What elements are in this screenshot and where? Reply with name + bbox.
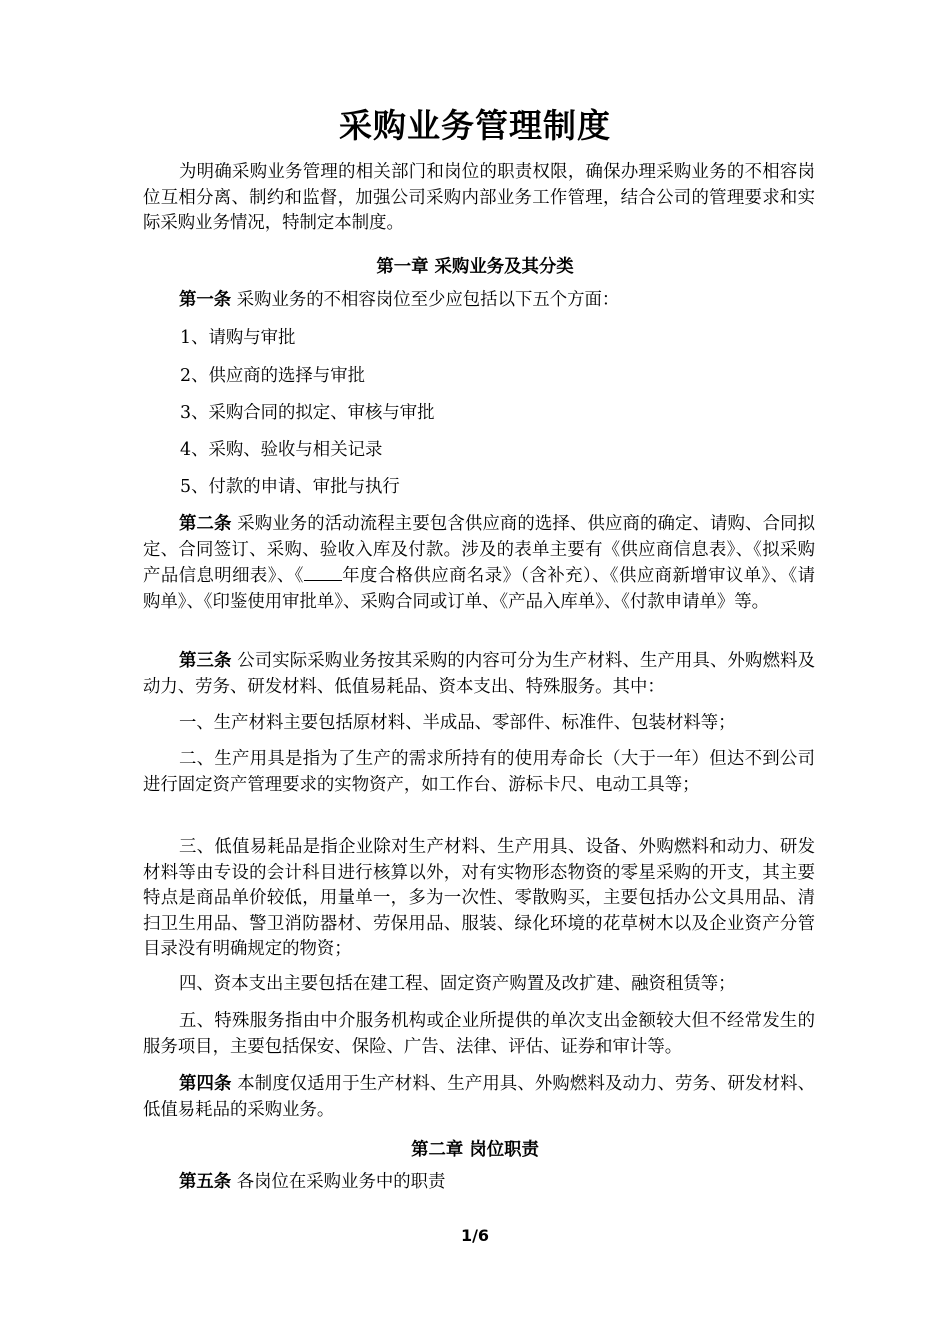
list-item: 3、采购合同的拟定、审核与审批 [180,403,435,423]
article-text: 公司实际采购业务按其采购的内容可分为生产材料、生产用具、外购燃料及动力、劳务、研发材料、低值易耗品、资本支出、特殊服务。其中： [143,651,815,697]
category-4: 四、资本支出主要包括在建工程、固定资产购置及改扩建、融资租赁等； [179,974,736,994]
article-label: 第三条 [179,651,232,671]
article-4 [143,1072,815,1123]
category-5: 五、特殊服务指由中介服务机构或企业所提供的单次支出金额较大但不经常发生的服务项目，主要包括保安、保险、广告、法律、评估、证券和审计等。 [143,1011,815,1057]
article-text: 各岗位在采购业务中的职责 [231,1172,446,1192]
document-title: 采购业务管理制度 [339,106,611,145]
year-blank [304,563,342,581]
list-item: 1、请购与审批 [180,328,296,348]
article-label: 第二条 [179,514,232,534]
article-text: 采购业务的不相容岗位至少应包括以下五个方面： [231,290,620,310]
page-number: 1/6 [460,1226,490,1245]
article-2 [143,512,815,615]
chapter-heading: 第二章 岗位职责 [411,1140,539,1160]
article-5 [143,1170,815,1196]
list-item: 5、付款的申请、审批与执行 [180,477,400,497]
article-text: 采购业务的活动流程主要包含供应商的选择、供应商的确定、请购、合同拟定、合同签订、采购、验收入库及付款。涉及的表单主要有《供应商信息表》、《拟采购产品信息明细表》、《 [143,514,815,587]
article-3 [143,649,815,700]
article-label: 第五条 [179,1172,232,1192]
category-2: 二、生产用具是指为了生产的需求所持有的使用寿命长（大于一年）但达不到公司进行固定资产管理要求的实物资产，如工作台、游标卡尺、电动工具等； [143,749,815,795]
article-1 [143,288,815,314]
category-1: 一、生产材料主要包括原材料、半成品、零部件、标准件、包装材料等； [179,713,736,733]
article-label: 第四条 [179,1074,232,1094]
article-label: 第一条 [179,290,232,310]
article-text: 本制度仅适用于生产材料、生产用具、外购燃料及动力、劳务、研发材料、低值易耗品的采购业务。 [143,1074,815,1120]
category-3: 三、低值易耗品是指企业除对生产材料、生产用具、设备、外购燃料和动力、研发材料等由专设的会计科目进行核算以外，对有实物形态物资的零星采购的开支，其主要特点是商品单价较低，用量单一，多为一次性、零散购买，主要包括办公文具用品、清扫卫生用品、警卫消防器材、劳保用品、服装、绿化环境的花草树木以及企业资产分管目录没有明确规定的物资； [143,837,815,960]
chapter-heading: 第一章 采购业务及其分类 [376,257,574,277]
intro-paragraph: 为明确采购业务管理的相关部门和岗位的职责权限，确保办理采购业务的不相容岗位互相分离、制约和监督，加强公司采购内部业务工作管理，结合公司的管理要求和实际采购业务情况，特制定本制度。 [143,162,815,234]
article-text: 年度合格供应商名录》（含补充）、《供应商新增审议单》、《请购单》、《印鉴使用审批单》、采购合同或订单、《产品入库单》、《付款申请单》等。 [143,566,815,612]
list-item: 4、采购、验收与相关记录 [180,440,383,460]
list-item: 2、供应商的选择与审批 [180,366,365,386]
